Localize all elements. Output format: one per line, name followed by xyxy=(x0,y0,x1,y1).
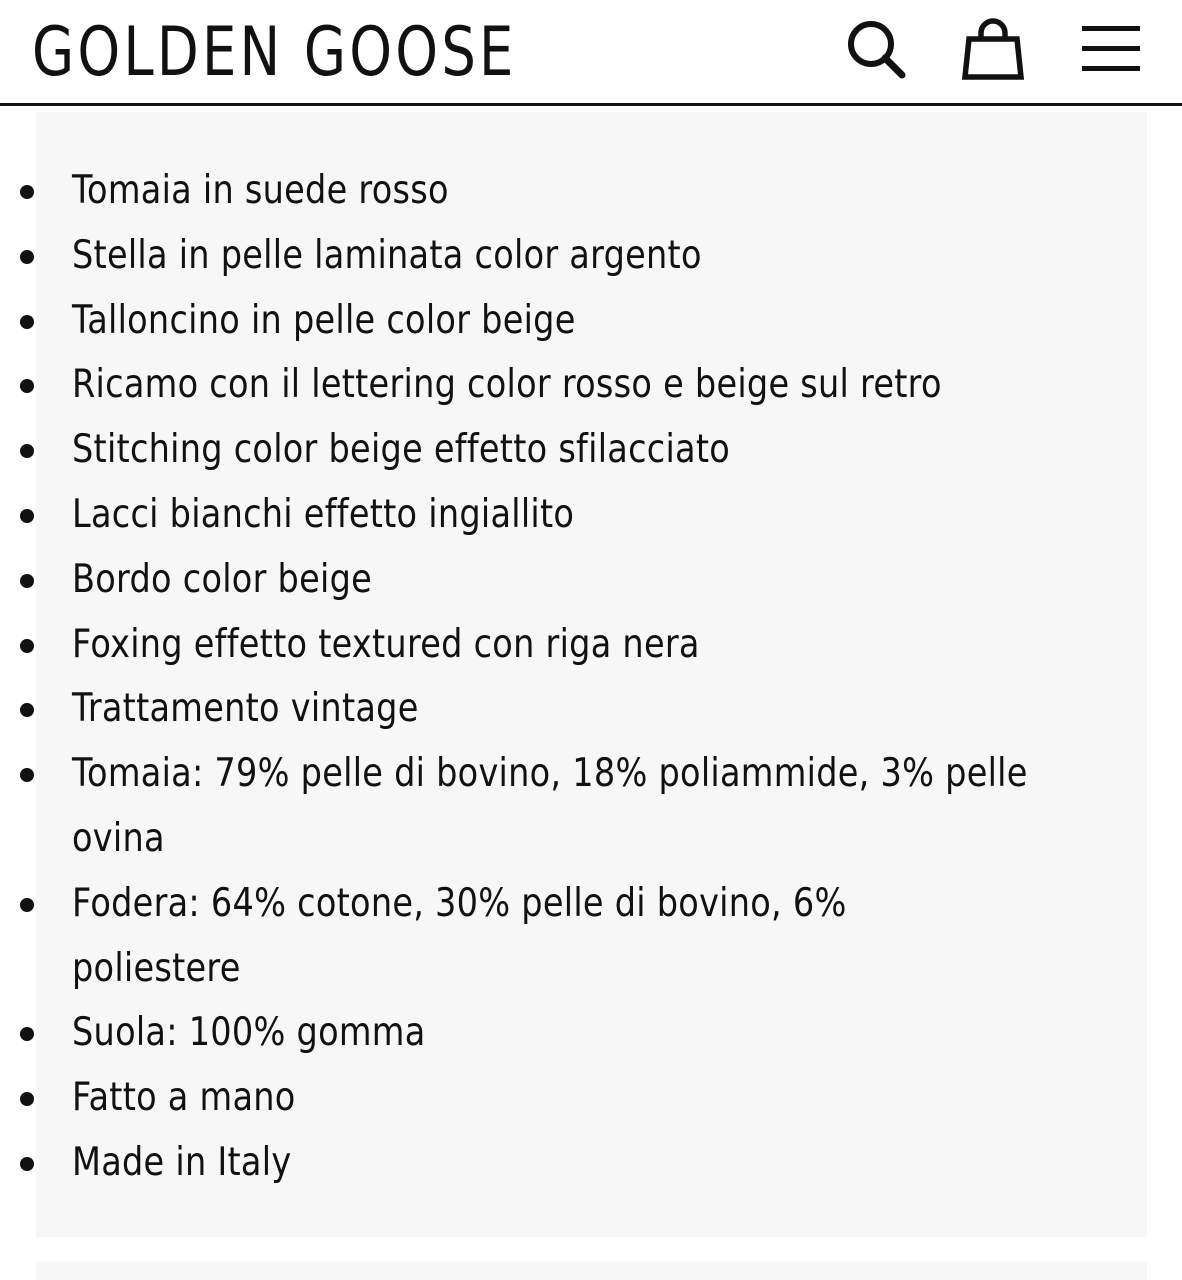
list-item: Bordo color beige xyxy=(0,548,1100,613)
list-item: Fodera: 64% cotone, 30% pelle di bovino, 6% poliestere xyxy=(0,872,1100,1002)
next-section-panel xyxy=(36,1262,1147,1280)
list-item: Stitching color beige effetto sfilacciato xyxy=(0,418,1100,483)
list-item: Tomaia: 79% pelle di bovino, 18% poliammide, 3% pelle ovina xyxy=(0,742,1100,872)
product-features-list xyxy=(0,159,1100,1196)
brand-logo[interactable]: GOLDEN GOOSE xyxy=(32,13,517,92)
list-item: Foxing effetto textured con riga nera xyxy=(0,613,1100,678)
list-item: Lacci bianchi effetto ingiallito xyxy=(0,483,1100,548)
menu-button[interactable] xyxy=(1076,14,1146,84)
list-item: Talloncino in pelle color beige xyxy=(0,289,1100,354)
search-button[interactable] xyxy=(841,14,911,84)
list-item: Stella in pelle laminata color argento xyxy=(0,224,1100,289)
search-icon xyxy=(844,17,908,81)
hamburger-menu-icon xyxy=(1079,17,1143,81)
list-item: Tomaia in suede rosso xyxy=(0,159,1100,224)
list-item: Trattamento vintage xyxy=(0,677,1100,742)
list-item: Made in Italy xyxy=(0,1131,1100,1196)
list-item: Ricamo con il lettering color rosso e beige sul retro xyxy=(0,353,1100,418)
list-item: Suola: 100% gomma xyxy=(0,1001,1100,1066)
cart-button[interactable] xyxy=(958,14,1028,84)
site-header xyxy=(0,0,1182,106)
shopping-bag-icon xyxy=(961,17,1025,81)
list-item: Fatto a mano xyxy=(0,1066,1100,1131)
